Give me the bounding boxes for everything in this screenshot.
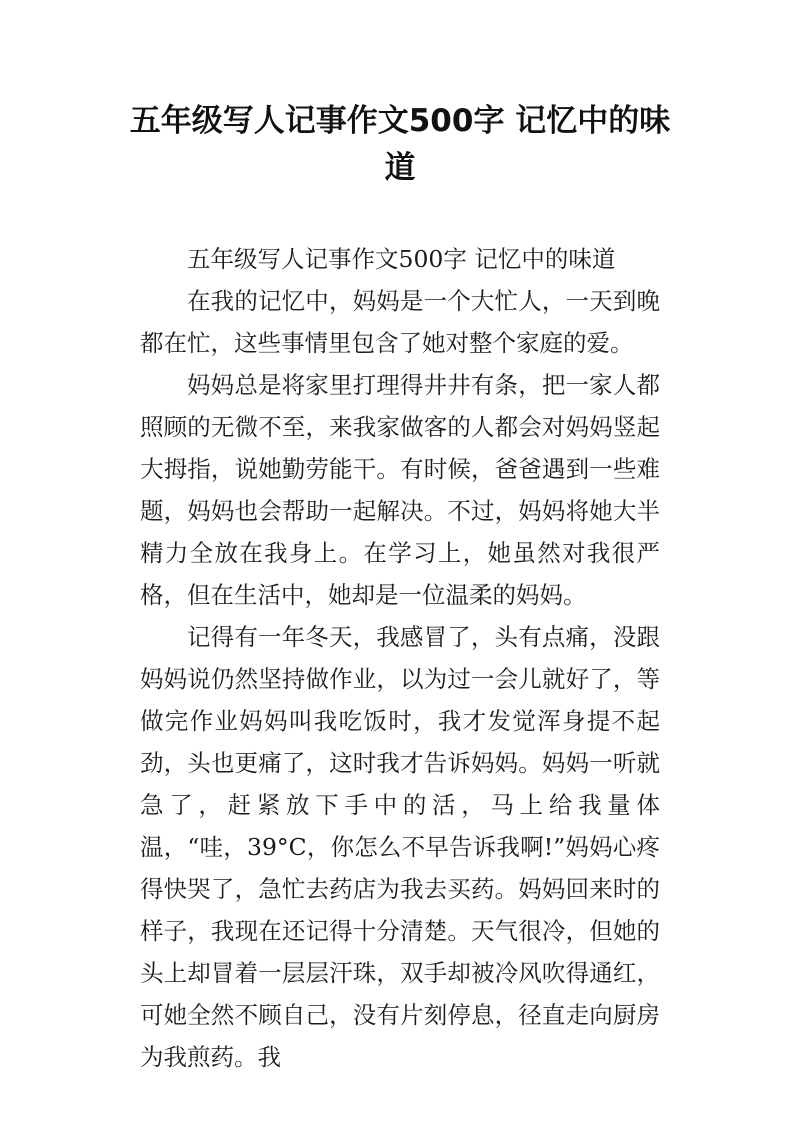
- paragraph-1: 在我的记忆中，妈妈是一个大忙人，一天到晚都在忙，这些事情里包含了她对整个家庭的爱。: [140, 287, 660, 357]
- paragraph-3: 记得有一年冬天，我感冒了，头有点痛，没跟妈妈说仍然坚持做作业，以为过一会儿就好了，等做完作业妈妈叫我吃饭时，我才发觉浑身提不起劲，头也更痛了，这时我才告诉妈妈。妈妈一听就急了，赶紧放下手中的活，马上给我量体温，“哇，39°C，你怎么不早告诉我啊!”妈妈心疼得快哭了，急忙去药店为我去买药。妈妈回来时的样子，我现在还记得十分清楚。天气很冷，但她的头上却冒着一层层汗珠，双手却被冷风吹得通红，可她全然不顾自己，没有片刻停息，径直走向厨房为我煎药。我: [140, 623, 660, 1071]
- document-title: 五年级写人记事作文500字 记忆中的味道: [129, 103, 671, 186]
- paragraph-2: 妈妈总是将家里打理得井井有条，把一家人都照顾的无微不至，来我家做客的人都会对妈妈竖起大拇指，说她勤劳能干。有时候，爸爸遇到一些难题，妈妈也会帮助一起解决。不过，妈妈将她大半精力全放在我身上。在学习上，她虽然对我很严格，但在生活中，她却是一位温柔的妈妈。: [140, 371, 660, 609]
- document-body: [140, 238, 660, 1078]
- paragraph-subtitle: 五年级写人记事作文500字 记忆中的味道: [187, 245, 616, 273]
